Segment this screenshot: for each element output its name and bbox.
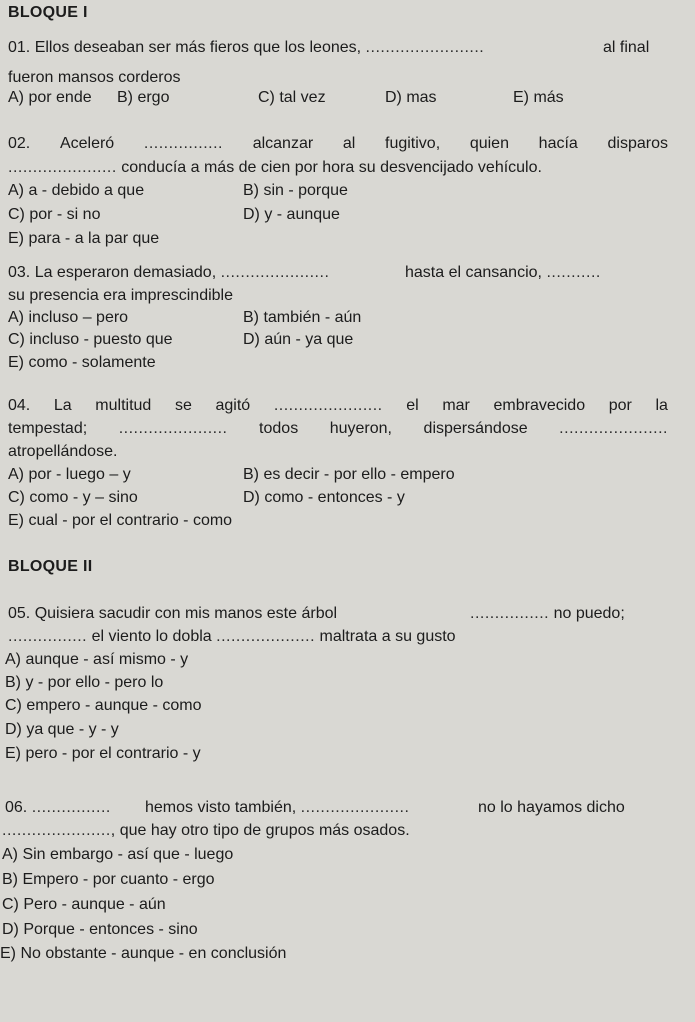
question-02-text: conducía a más de cien por hora su desvencijado vehículo.	[121, 159, 542, 176]
question-05-text: 05. Quisiera sacudir con mis manos este árbol	[8, 605, 338, 622]
option-02-a: A) a - debido a que	[8, 182, 145, 199]
question-05-line-1	[8, 604, 337, 624]
option-02-e: E) para - a la par que	[8, 230, 160, 247]
question-03-line-1	[8, 263, 329, 283]
word: agitó	[215, 397, 251, 414]
question-03-text: hasta el cansancio,	[405, 264, 542, 281]
question-06-text: hemos visto también,	[145, 799, 297, 816]
blank: ......................	[8, 159, 117, 176]
question-04-line-1	[8, 396, 668, 416]
question-04-line-3: atropellándose.	[8, 443, 118, 460]
option-01-a: A) por ende	[8, 89, 92, 106]
question-01-line-2: fueron mansos corderos	[8, 69, 181, 86]
word: quien	[469, 135, 509, 152]
word: disparos	[607, 135, 668, 152]
question-06-text: , que hay otro tipo de grupos más osados.	[110, 822, 410, 839]
option-03-c: C) incluso - puesto que	[8, 331, 173, 348]
word: 02.	[8, 135, 31, 152]
option-04-d: D) como - entonces - y	[243, 489, 405, 506]
option-03-a: A) incluso – pero	[8, 309, 129, 326]
option-06-e: E) No obstante - aunque - en conclusión	[0, 945, 287, 962]
word: se	[174, 397, 192, 414]
question-04-line-2	[8, 419, 668, 439]
option-01-e: E) más	[513, 89, 564, 106]
question-05-line-2	[8, 627, 456, 647]
word: el	[406, 397, 419, 414]
option-02-b: B) sin - porque	[243, 182, 348, 199]
blank: ................	[31, 799, 111, 816]
question-06-line-1-mid	[145, 798, 409, 818]
blank: ......................	[273, 397, 383, 414]
question-02-line-2	[8, 158, 542, 178]
blank: ................	[470, 605, 550, 622]
blank: ................	[8, 628, 88, 645]
word: embravecido	[493, 397, 586, 414]
blank: ........................	[365, 39, 485, 56]
option-04-a: A) por - luego – y	[8, 466, 131, 483]
option-05-d: D) ya que - y - y	[5, 721, 119, 738]
word: multitud	[95, 397, 152, 414]
question-06-number: 06.	[5, 799, 28, 816]
option-04-e: E) cual - por el contrario - como	[8, 512, 233, 529]
word: fugitivo,	[385, 135, 441, 152]
question-01-text-end: al final	[603, 39, 650, 56]
word: hacía	[538, 135, 578, 152]
blank: ...........	[546, 264, 601, 281]
option-06-b: B) Empero - por cuanto - ergo	[2, 871, 215, 888]
blank: ......................	[300, 799, 410, 816]
option-05-e: E) pero - por el contrario - y	[5, 745, 201, 762]
word: huyeron,	[329, 420, 392, 437]
question-03-line-1-end	[405, 263, 601, 283]
word: Aceleró	[59, 135, 115, 152]
question-06-line-2	[2, 821, 410, 841]
word: mar	[442, 397, 470, 414]
blank: ....................	[216, 628, 316, 645]
question-06-line-1	[5, 798, 111, 818]
option-03-b: B) también - aún	[243, 309, 362, 326]
option-04-c: C) como - y – sino	[8, 489, 138, 506]
word: todos	[259, 420, 299, 437]
word: alcanzar	[252, 135, 314, 152]
option-06-a: A) Sin embargo - así que - luego	[2, 846, 234, 863]
question-05-text: el viento lo dobla	[91, 628, 212, 645]
question-01-text: 01. Ellos deseaban ser más fieros que los leones,	[8, 39, 362, 56]
option-04-b: B) es decir - por ello - empero	[243, 466, 455, 483]
word: tempestad;	[8, 420, 88, 437]
option-03-e: E) como - solamente	[8, 354, 156, 371]
option-06-d: D) Porque - entonces - sino	[2, 921, 198, 938]
question-03-line-2: su presencia era imprescindible	[8, 287, 233, 304]
question-06-line-1-end: no lo hayamos dicho	[478, 799, 625, 816]
word: la	[655, 397, 668, 414]
question-05-text: maltrata a su gusto	[319, 628, 456, 645]
blank: ................	[143, 135, 223, 152]
option-05-c: C) empero - aunque - como	[5, 697, 202, 714]
blank: ......................	[2, 822, 111, 839]
option-01-c: C) tal vez	[258, 89, 326, 106]
blank: ......................	[118, 420, 228, 437]
option-05-b: B) y - por ello - pero lo	[5, 674, 164, 691]
question-01-line-1	[8, 38, 484, 58]
block-1-title: BLOQUE I	[8, 4, 88, 21]
word: al	[342, 135, 356, 152]
blank: ......................	[559, 420, 668, 437]
option-01-b: B) ergo	[117, 89, 170, 106]
question-05-text: no puedo;	[553, 605, 625, 622]
word: por	[608, 397, 632, 414]
question-03-text: 03. La esperaron demasiado,	[8, 264, 217, 281]
word: 04.	[8, 397, 31, 414]
question-02-line-1	[8, 134, 668, 154]
question-05-line-1-end	[470, 604, 625, 624]
word: dispersándose	[423, 420, 528, 437]
option-06-c: C) Pero - aunque - aún	[2, 896, 166, 913]
blank: ......................	[220, 264, 330, 281]
option-02-d: D) y - aunque	[243, 206, 340, 223]
option-02-c: C) por - si no	[8, 206, 101, 223]
option-03-d: D) aún - ya que	[243, 331, 354, 348]
option-05-a: A) aunque - así mismo - y	[5, 651, 189, 668]
option-01-d: D) mas	[385, 89, 437, 106]
word: La	[53, 397, 72, 414]
block-2-title: BLOQUE II	[8, 558, 93, 575]
